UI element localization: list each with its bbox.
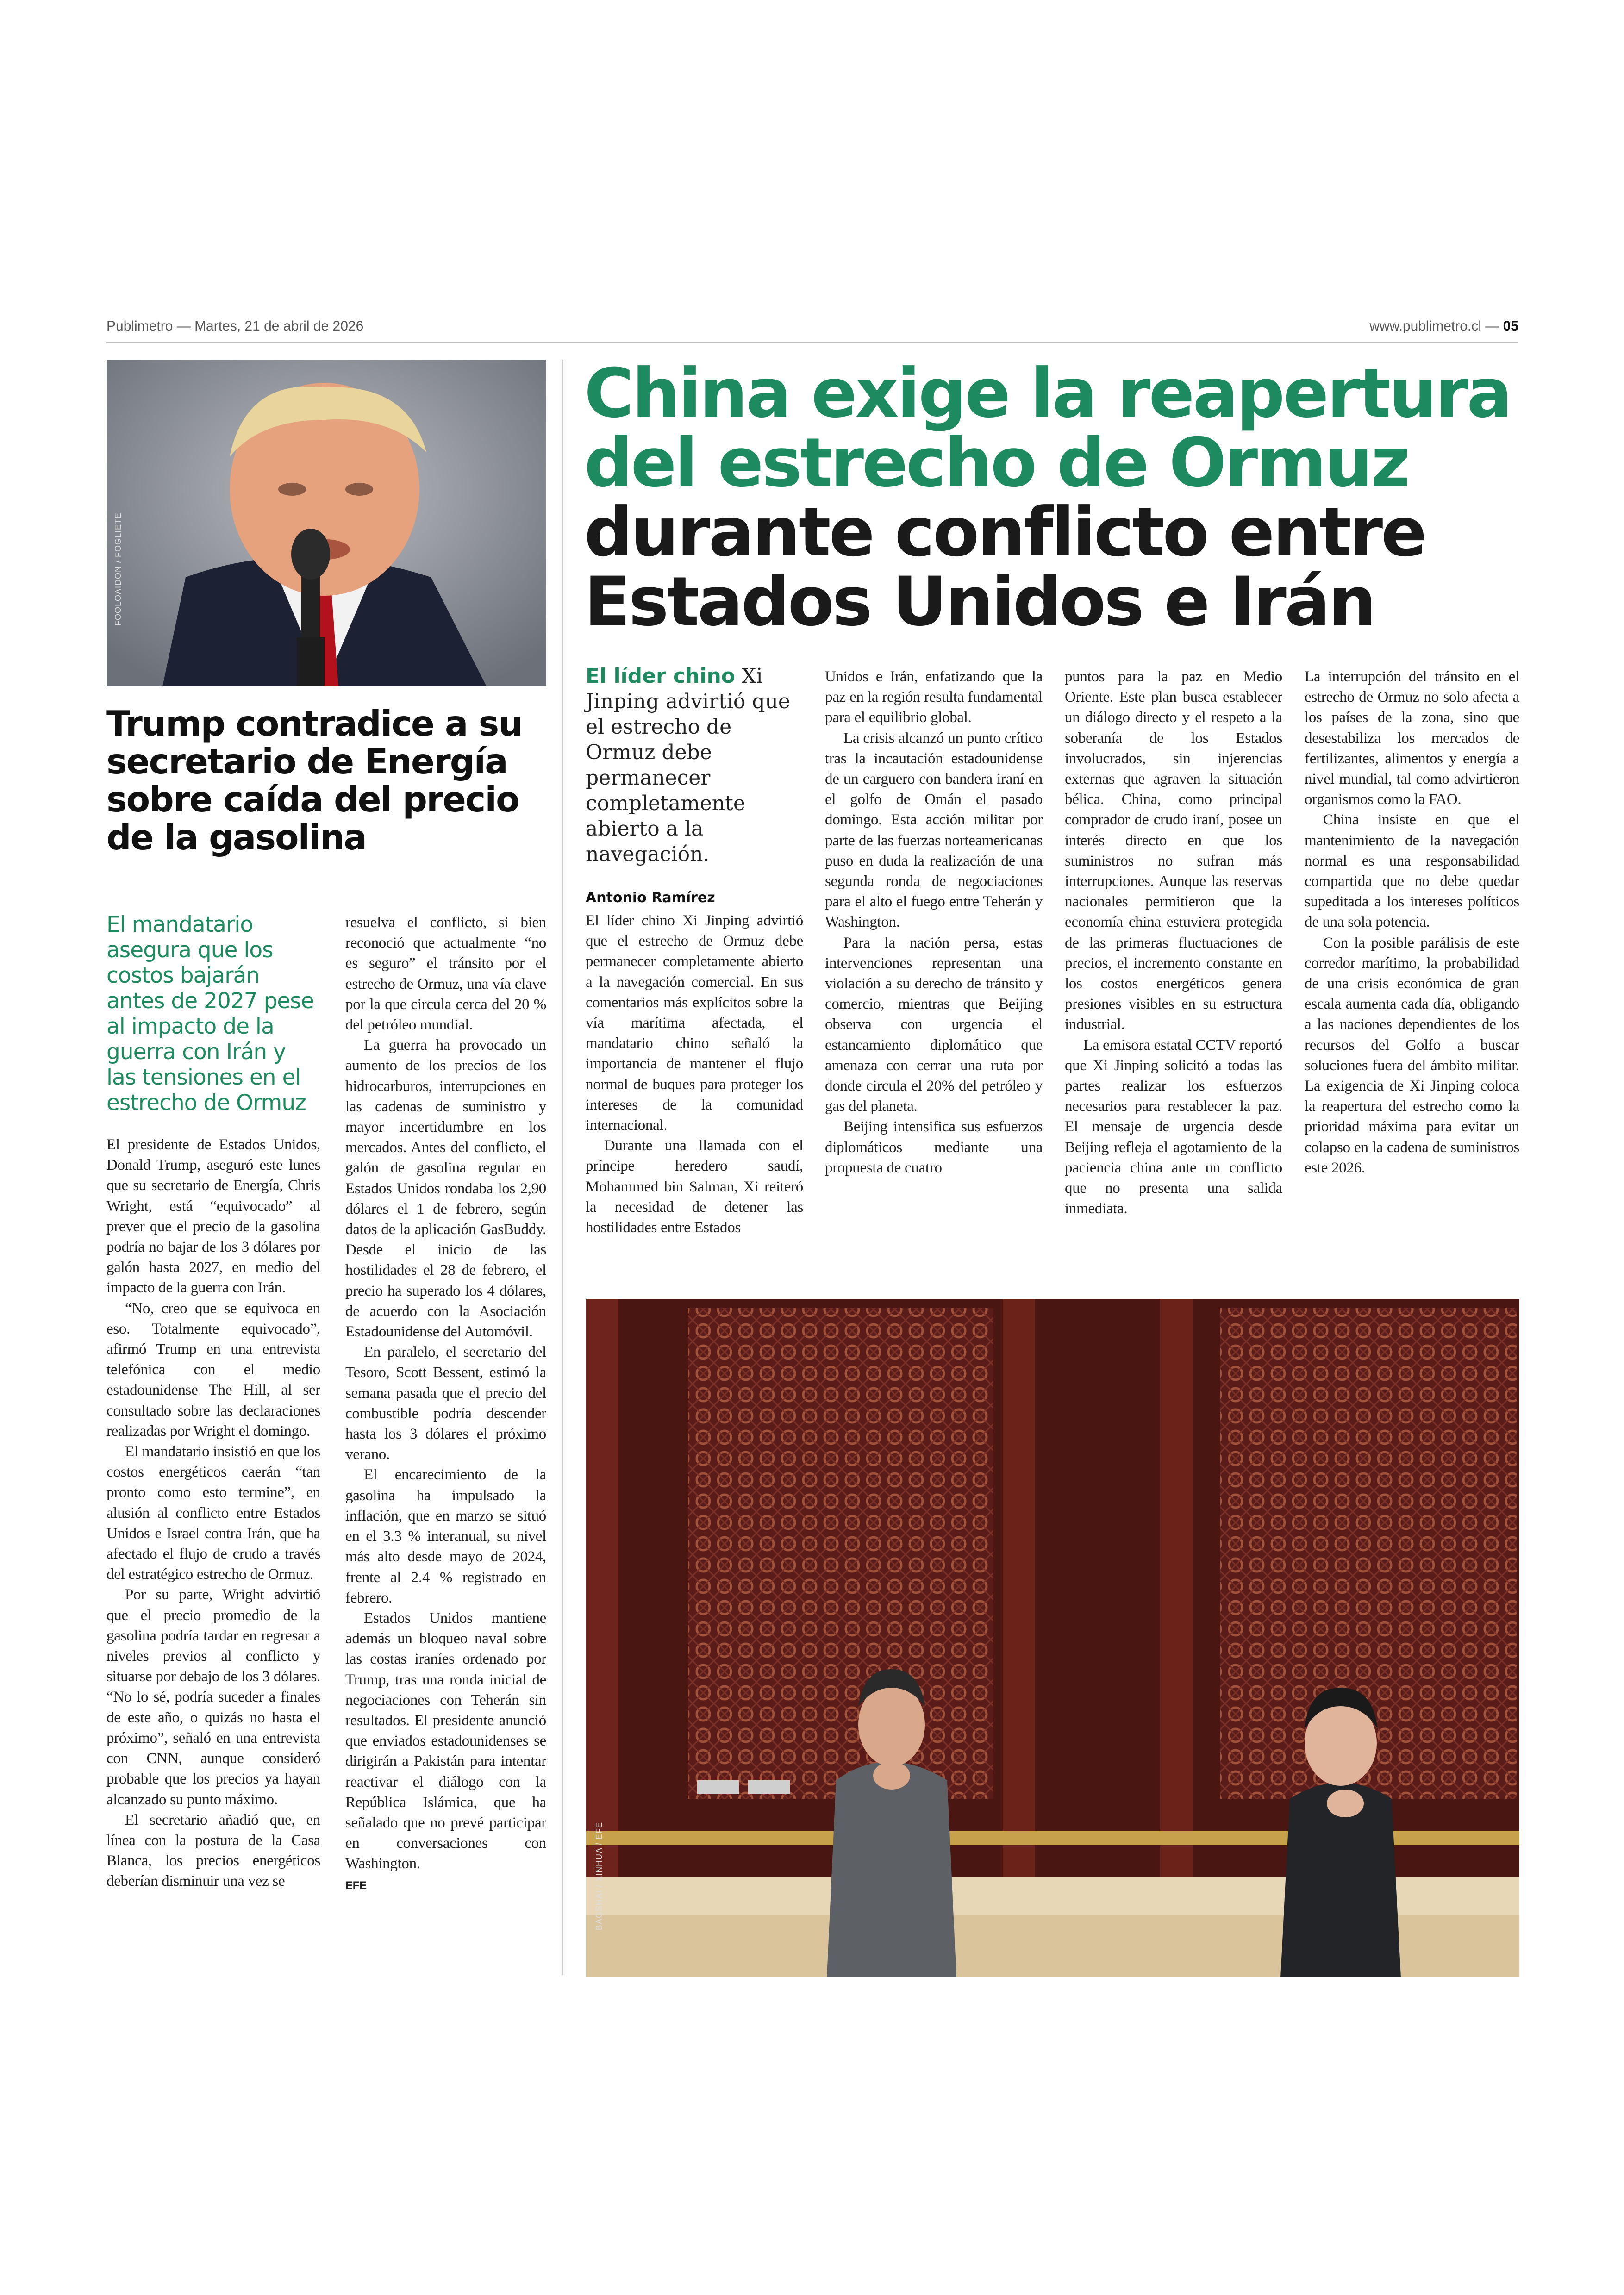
paragraph: La guerra ha provocado un aumento de los precios de los hidrocarburos, interrupciones en las cadenas de suministro y mayor incertidumbre en los mercados. Antes del conflicto, el galón de gasolina regular en Estados Unidos rondaba los 2,90 dólares el 1 de febrero, según datos de la aplicación GasBuddy. Desde el inicio de las hostilidades el 28 de febrero, el precio ha superado los 4 dólares, de acuerdo con la Asociación Estadounidense del Automóvil. [345, 1037, 546, 1341]
xi-kim-photo [586, 1299, 1519, 1977]
header-site [1369, 318, 1518, 334]
header-rule [106, 342, 1518, 343]
paragraph: Durante una llamada con el príncipe heredero saudí, Mohammed bin Salman, Xi reiteró la necesidad de detener las hostilidades entre Estados [586, 1137, 803, 1236]
main-headline [584, 354, 1524, 641]
lead-text: Xi Jinping advirtió que el estrecho de Ormuz debe permanecer completamente abierto a la navegación. [586, 664, 790, 866]
headline-line: del estrecho de Ormuz [584, 424, 1409, 502]
sidebar-body-col2 [345, 912, 546, 1896]
header-date: Publimetro — Martes, 21 de abril de 2026 [106, 318, 364, 334]
sidebar-headline: Trump contradice a su secretario de Energía sobre caída del precio de la gasolina [106, 703, 522, 858]
headline-line: Estados Unidos e Irán [584, 562, 1375, 641]
paragraph: puntos para la paz en Medio Oriente. Este plan busca establecer un diálogo directo y el respeto a la soberanía de los Estados involucrados, sin injerencias externas que agraven la situación bélica. China, como principal comprador de crudo iraní, posee un interés directo en que los suministros no sufran más interrupciones. Aunque las reservas nacionales permitieron que la economía china estuviera protegida de las primeras fluctuaciones de precios, el incremento constante en los costos energéticos genera presiones visibles en su estructura industrial. [1065, 668, 1282, 1033]
paragraph: Beijing intensifica sus esfuerzos diplomáticos mediante una propuesta de cuatro [825, 1118, 1043, 1176]
headline-line: China exige la reapertura [584, 354, 1511, 433]
paragraph: El presidente de Estados Unidos, Donald Trump, aseguró este lunes que su secretario de Energía, Chris Wright, está “equivocado” al prever que el precio de la gasolina podría no bajar de los 3 dólares por galón hasta 2027, en medio del impacto de la guerra con Irán. [106, 1136, 320, 1297]
paragraph: El encarecimiento de la gasolina ha impulsado la inflación, que en marzo se situó en el 3.3 % interanual, su nivel más alto desde mayo de 2024, frente al 2.4 % registrado en febrero. [345, 1466, 546, 1606]
page-number: 05 [1503, 318, 1518, 334]
paragraph: Por su parte, Wright advirtió que el precio promedio de la gasolina podría tardar en regresar a niveles previos al conflicto y situarse por debajo de los 3 dólares. “No lo sé, podría suceder a finales de este año, o quizás no hasta el próximo”, señaló en una entrevista con CNN, aunque consideró probable que los precios ya hayan alcanzado su punto máximo. [106, 1586, 320, 1808]
xi-kim-photo-illustration [586, 1299, 1519, 1977]
paragraph: “No, creo que se equivoca en eso. Totalmente equivocado”, afirmó Trump en una entrevista telefónica con el medio estadounidense The Hill, al ser consultado sobre las declaraciones realizadas por Wright el domingo. [106, 1300, 320, 1440]
paragraph: El líder chino Xi Jinping advirtió que el estrecho de Ormuz debe permanecer completamente abierto a la navegación comercial. En sus comentarios más explícitos sobre la vía marítima afectada, el mandatario chino señaló la importancia de mantener el flujo normal de buques para proteger los intereses de la comunidad internacional. [586, 912, 803, 1134]
xi-kim-photo-credit: BAGSHAI / XINHUA / EFE [594, 1822, 604, 1931]
column-divider [562, 360, 563, 1975]
paragraph: China insiste en que el mantenimiento de la navegación normal es una responsabilidad compartida que no debe quedar supeditada a los intereses políticos de una sola potencia. [1305, 811, 1519, 931]
header-site-url: www.publimetro.cl — [1369, 318, 1499, 334]
main-body-col3 [1065, 667, 1282, 1219]
trump-photo [107, 360, 546, 686]
paragraph: La emisora estatal CCTV reportó que Xi Jinping solicitó a todas las partes realizar los esfuerzos necesarios para restablecer la paz. El mensaje de urgencia desde Beijing refleja el agotamiento de la paciencia china ante un conflicto que no presenta una salida inmediata. [1065, 1036, 1282, 1217]
headline-line: durante conflicto entre [584, 493, 1425, 572]
main-body-col4 [1305, 667, 1519, 1178]
main-body-col2 [825, 667, 1043, 1178]
trump-photo-illustration [107, 360, 546, 686]
paragraph: La crisis alcanzó un punto crítico tras la incautación estadounidense de un carguero con bandera iraní en el golfo de Omán el pasado domingo. Esta acción militar por parte de las fuerzas norteamericanas puso en duda la realización de una segunda ronda de negociaciones para el alto el fuego entre Teherán y Washington. [825, 730, 1043, 931]
paragraph: Con la posible parálisis de este corredor marítimo, la probabilidad de una crisis económica de gran escala aumenta cada día, obligando a las naciones dependientes de los recursos del Golfo a buscar soluciones fuera del ámbito militar. La exigencia de Xi Jinping coloca la reapertura del estrecho como la prioridad máxima para evitar un colapso en la cadena de suministros este 2026. [1305, 934, 1519, 1176]
paragraph: La interrupción del tránsito en el estrecho de Ormuz no solo afecta a los países de la zona, sino que desestabiliza los mercados de fertilizantes, alimentos y energía a nivel mundial, tal como advirtieron organismos como la FAO. [1305, 668, 1519, 808]
paragraph: Estados Unidos mantiene además un bloqueo naval sobre las costas iraníes ordenado por Trump, tras una ronda inicial de negociaciones con Teherán sin resultados. El presidente anunció que enviados estadounidenses se dirigirán a Pakistán para intentar reactivar el diálogo con la República Islámica, que ha señalado que no prevé participar en conversaciones con Washington. [345, 1609, 546, 1872]
lead-label: El líder chino [586, 664, 736, 688]
sidebar-subhead: El mandatario asegura que los costos bajarán antes de 2027 pese al impacto de la guerra con Irán y las tensiones en el estrecho de Ormuz [106, 912, 314, 1116]
paragraph: El secretario añadió que, en línea con la postura de la Casa Blanca, los precios energéticos deberían disminuir una vez se [106, 1811, 320, 1890]
paragraph: Para la nación persa, estas intervenciones representan una violación a su derecho de tránsito y comercio, mientras que Beijing observa con urgencia el estancamiento diplomático que amenaza con cerrar una ruta por donde circula el 20% del petróleo y gas del planeta. [825, 934, 1043, 1115]
paragraph: El mandatario insistió en que los costos energéticos caerán “tan pronto como esto termine”, en alusión al conflicto entre Estados Unidos e Israel contra Irán, que ha afectado el flujo de crudo a través del estratégico estrecho de Ormuz. [106, 1443, 320, 1583]
sidebar-body-col1 [106, 1135, 320, 1892]
byline: Antonio Ramírez [586, 890, 715, 906]
paragraph: Unidos e Irán, enfatizando que la paz en la región resulta fundamental para el equilibrio global. [825, 668, 1043, 726]
paragraph: En paralelo, el secretario del Tesoro, Scott Bessent, estimó la semana pasada que el precio del combustible podría descender hasta los 3 dólares el próximo verano. [345, 1344, 546, 1463]
trump-photo-credit: FOOLOAIDON / FOGLIETE [113, 512, 123, 626]
paragraph: resuelva el conflicto, si bien reconoció que actualmente “no es seguro” el tránsito por el estrecho de Ormuz, una vía clave por la que circula cerca del 20 % del petróleo mundial. [345, 914, 546, 1034]
main-body-col1 [586, 911, 803, 1238]
source-tag-efe: EFE [345, 1879, 367, 1892]
main-lead [586, 663, 799, 867]
